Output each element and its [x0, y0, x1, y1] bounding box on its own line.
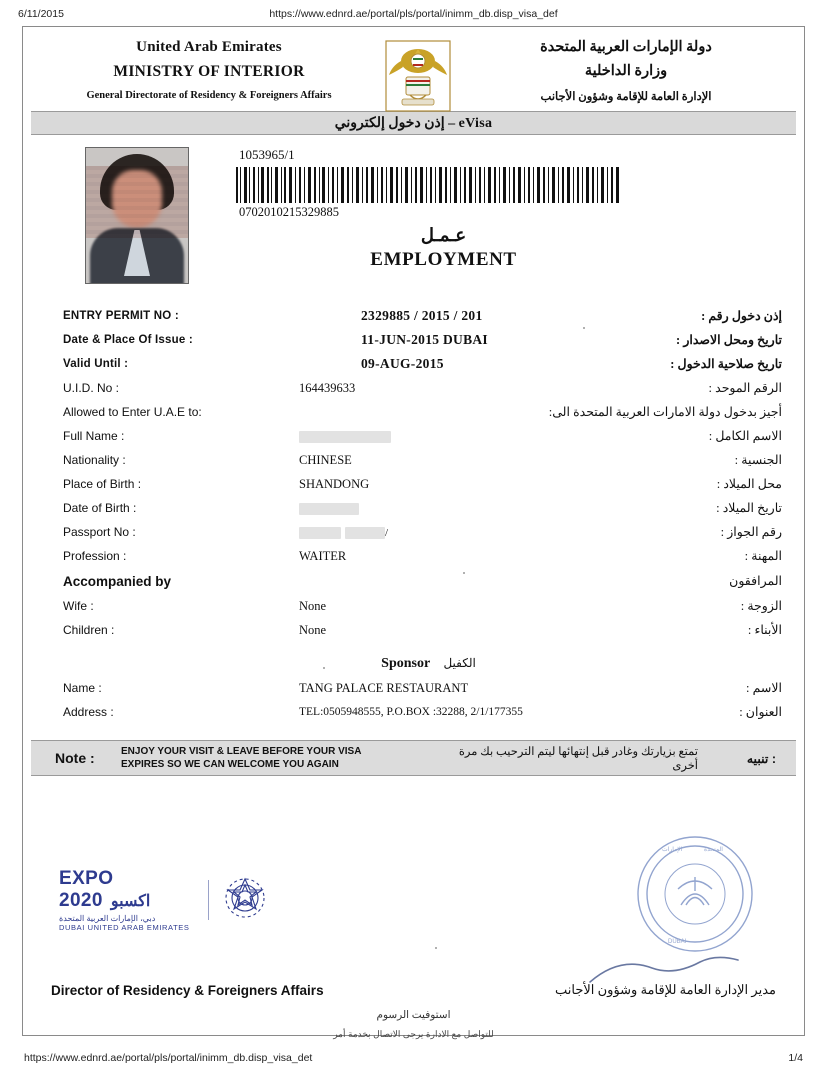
field-row-passport-no [35, 520, 792, 544]
expo-line1-ar: اكسبو [110, 893, 151, 910]
expo-line1-en: EXPO 2020 [59, 868, 114, 911]
expo-motif-icon [221, 874, 269, 927]
note-text-ar: تمتع بزيارتك وغادر قبل إنتهائها ليتم الترحيب بك مرة أخرى [458, 746, 698, 772]
print-date: 6/11/2015 [18, 8, 64, 20]
directorate-name-en: General Directorate of Residency & Foreigners Affairs [86, 90, 332, 101]
note-text-en [121, 745, 451, 772]
document-header [23, 27, 804, 109]
value-passport-no: / [235, 525, 602, 540]
note-text-en-line1: ENJOY YOUR VISIT & LEAVE BEFORE YOUR VISA [121, 745, 362, 757]
director-title-ar: مدير الإدارة العامة للإقامة وشؤون الأجانب [554, 982, 776, 997]
directorate-name-ar: الإدارة العامة للإقامة وشؤون الأجانب [540, 91, 712, 103]
field-row-date-of-birth [35, 496, 792, 520]
value-date-place-issue: 11-JUN-2015 DUBAI [361, 332, 488, 347]
identity-area [23, 135, 804, 300]
print-footer-url: https://www.ednrd.ae/portal/pls/portal/inimm_db.disp_visa_det [24, 1052, 313, 1064]
visa-type-arabic: عـمـل [420, 225, 467, 245]
expo-divider [208, 880, 209, 920]
label-ar-passport-no: رقم الجواز : [720, 525, 782, 539]
svg-text:DUBAI: DUBAI [668, 939, 687, 945]
fields-section [23, 304, 804, 724]
field-row-full-name [35, 424, 792, 448]
label-passport-no: Passport No : [63, 525, 136, 539]
expo-2020-logo [59, 867, 269, 933]
accompanied-title-ar: المرافقون [729, 574, 782, 588]
label-place-of-birth: Place of Birth : [63, 477, 142, 491]
accompanied-title: Accompanied by [63, 573, 172, 589]
note-text-en-line2: EXPIRES SO WE CAN WELCOME YOU AGAIN [121, 759, 339, 770]
label-ar-entry-permit-no: إذن دخول رقم : [701, 309, 782, 323]
field-row-allowed-to-enter [35, 400, 792, 424]
sponsor-title-ar: الكفيل [443, 656, 476, 670]
official-stamp [634, 833, 756, 955]
label-entry-permit-no: ENTRY PERMIT NO : [63, 310, 179, 322]
header-english [59, 35, 359, 101]
expo-line2-ar: دبي، الإمارات العربية المتحدة [59, 914, 156, 923]
permit-serial: 1053965/1 [239, 147, 295, 162]
value-profession: WAITER [299, 548, 347, 563]
note-band [31, 740, 796, 776]
evisa-title-band: إذن دخول إلكتروني – eVisa [31, 111, 796, 135]
barcode-image [236, 167, 623, 203]
label-sponsor-address: Address : [63, 705, 114, 719]
header-arabic [476, 35, 776, 103]
value-full-name [235, 429, 602, 444]
barcode-number: 0702010215329885 [239, 205, 339, 219]
label-date-place-issue: Date & Place Of Issue : [63, 334, 193, 346]
label-full-name: Full Name : [63, 429, 125, 443]
print-page-number: 1/4 [788, 1052, 803, 1064]
visa-type-english: EMPLOYMENT [370, 249, 517, 270]
field-row-entry-permit-no [35, 304, 792, 328]
country-name-en: United Arab Emirates [136, 39, 282, 55]
label-ar-nationality: الجنسية : [734, 453, 782, 467]
contact-note-ar: للتواصل مع الادارة يرجى الاتصال بخدمة أمر [333, 1029, 494, 1039]
field-row-profession [35, 544, 792, 568]
label-allowed-to-enter: Allowed to Enter U.A.E to: [63, 405, 202, 419]
label-ar-date-place-issue: تاريخ ومحل الاصدار : [676, 333, 782, 347]
label-profession: Profession : [63, 549, 127, 563]
sponsor-title-en: Sponsor [381, 656, 430, 671]
label-valid-until: Valid Until : [63, 358, 129, 370]
field-row-uid-no [35, 376, 792, 400]
svg-text:المتحدة: المتحدة [704, 847, 723, 853]
label-ar-full-name: الاسم الكامل : [708, 429, 782, 443]
label-ar-sponsor-name: الاسم : [746, 681, 782, 695]
field-row-nationality [35, 448, 792, 472]
label-uid-no: U.I.D. No : [63, 381, 120, 395]
label-ar-valid-until: تاريخ صلاحية الدخول : [670, 357, 782, 371]
value-sponsor-name: TANG PALACE RESTAURANT [299, 680, 469, 695]
value-date-of-birth [235, 501, 602, 516]
field-row-sponsor-address [35, 700, 792, 724]
svg-text:الإمارات: الإمارات [662, 847, 683, 853]
value-valid-until: 09-AUG-2015 [361, 356, 444, 371]
label-ar-children: الأبناء : [747, 623, 782, 637]
field-row-sponsor-name [35, 676, 792, 700]
label-ar-allowed-to-enter: أجيز بدخول دولة الامارات العربية المتحدة الى: [548, 405, 782, 419]
field-row-valid-until [35, 352, 792, 376]
field-row-date-place-issue [35, 328, 792, 352]
value-place-of-birth: SHANDONG [299, 476, 370, 491]
label-ar-uid-no: الرقم الموحد : [708, 381, 782, 395]
accompanied-header-row [35, 568, 792, 594]
label-nationality: Nationality : [63, 453, 126, 467]
label-ar-wife: الزوجة : [740, 599, 782, 613]
label-wife: Wife : [63, 599, 94, 613]
label-ar-date-of-birth: تاريخ الميلاد : [716, 501, 782, 515]
director-title-en: Director of Residency & Foreigners Affairs [51, 982, 324, 998]
note-label-en: Note : [55, 750, 95, 766]
fees-note-ar: استوفيت الرسوم [376, 1010, 451, 1021]
field-row-children [35, 618, 792, 642]
field-row-place-of-birth [35, 472, 792, 496]
label-ar-sponsor-address: العنوان : [739, 705, 782, 719]
value-wife: None [299, 598, 327, 613]
value-entry-permit-no: 2329885 / 2015 / 201 [361, 308, 483, 323]
label-ar-place-of-birth: محل الميلاد : [716, 477, 782, 491]
uae-emblem-icon [382, 37, 454, 115]
sponsor-title [35, 656, 792, 672]
label-date-of-birth: Date of Birth : [63, 501, 137, 515]
value-sponsor-address: TEL:0505948555, P.O.BOX :32288, 2/1/177355 [299, 706, 523, 718]
ministry-name-en: MINISTRY OF INTERIOR [113, 63, 305, 80]
label-sponsor-name: Name : [63, 681, 102, 695]
field-row-wife [35, 594, 792, 618]
label-ar-profession: المهنة : [744, 549, 782, 563]
value-children: None [299, 622, 327, 637]
country-name-ar: دولة الإمارات العربية المتحدة [540, 39, 712, 55]
ministry-name-ar: وزارة الداخلية [584, 63, 668, 79]
value-nationality: CHINESE [299, 452, 352, 467]
expo-line3-en: DUBAI UNITED ARAB EMIRATES [59, 923, 190, 932]
value-uid-no: 164439633 [299, 380, 356, 395]
print-header [0, 8, 827, 20]
director-line [23, 982, 804, 998]
note-label-ar: تنبيه : [746, 751, 776, 766]
visa-document [22, 26, 805, 1039]
print-url: https://www.ednrd.ae/portal/pls/portal/inimm_db.disp_visa_def [269, 8, 558, 20]
label-children: Children : [63, 623, 115, 637]
print-footer [0, 1052, 827, 1064]
expo-line1 [59, 868, 196, 912]
